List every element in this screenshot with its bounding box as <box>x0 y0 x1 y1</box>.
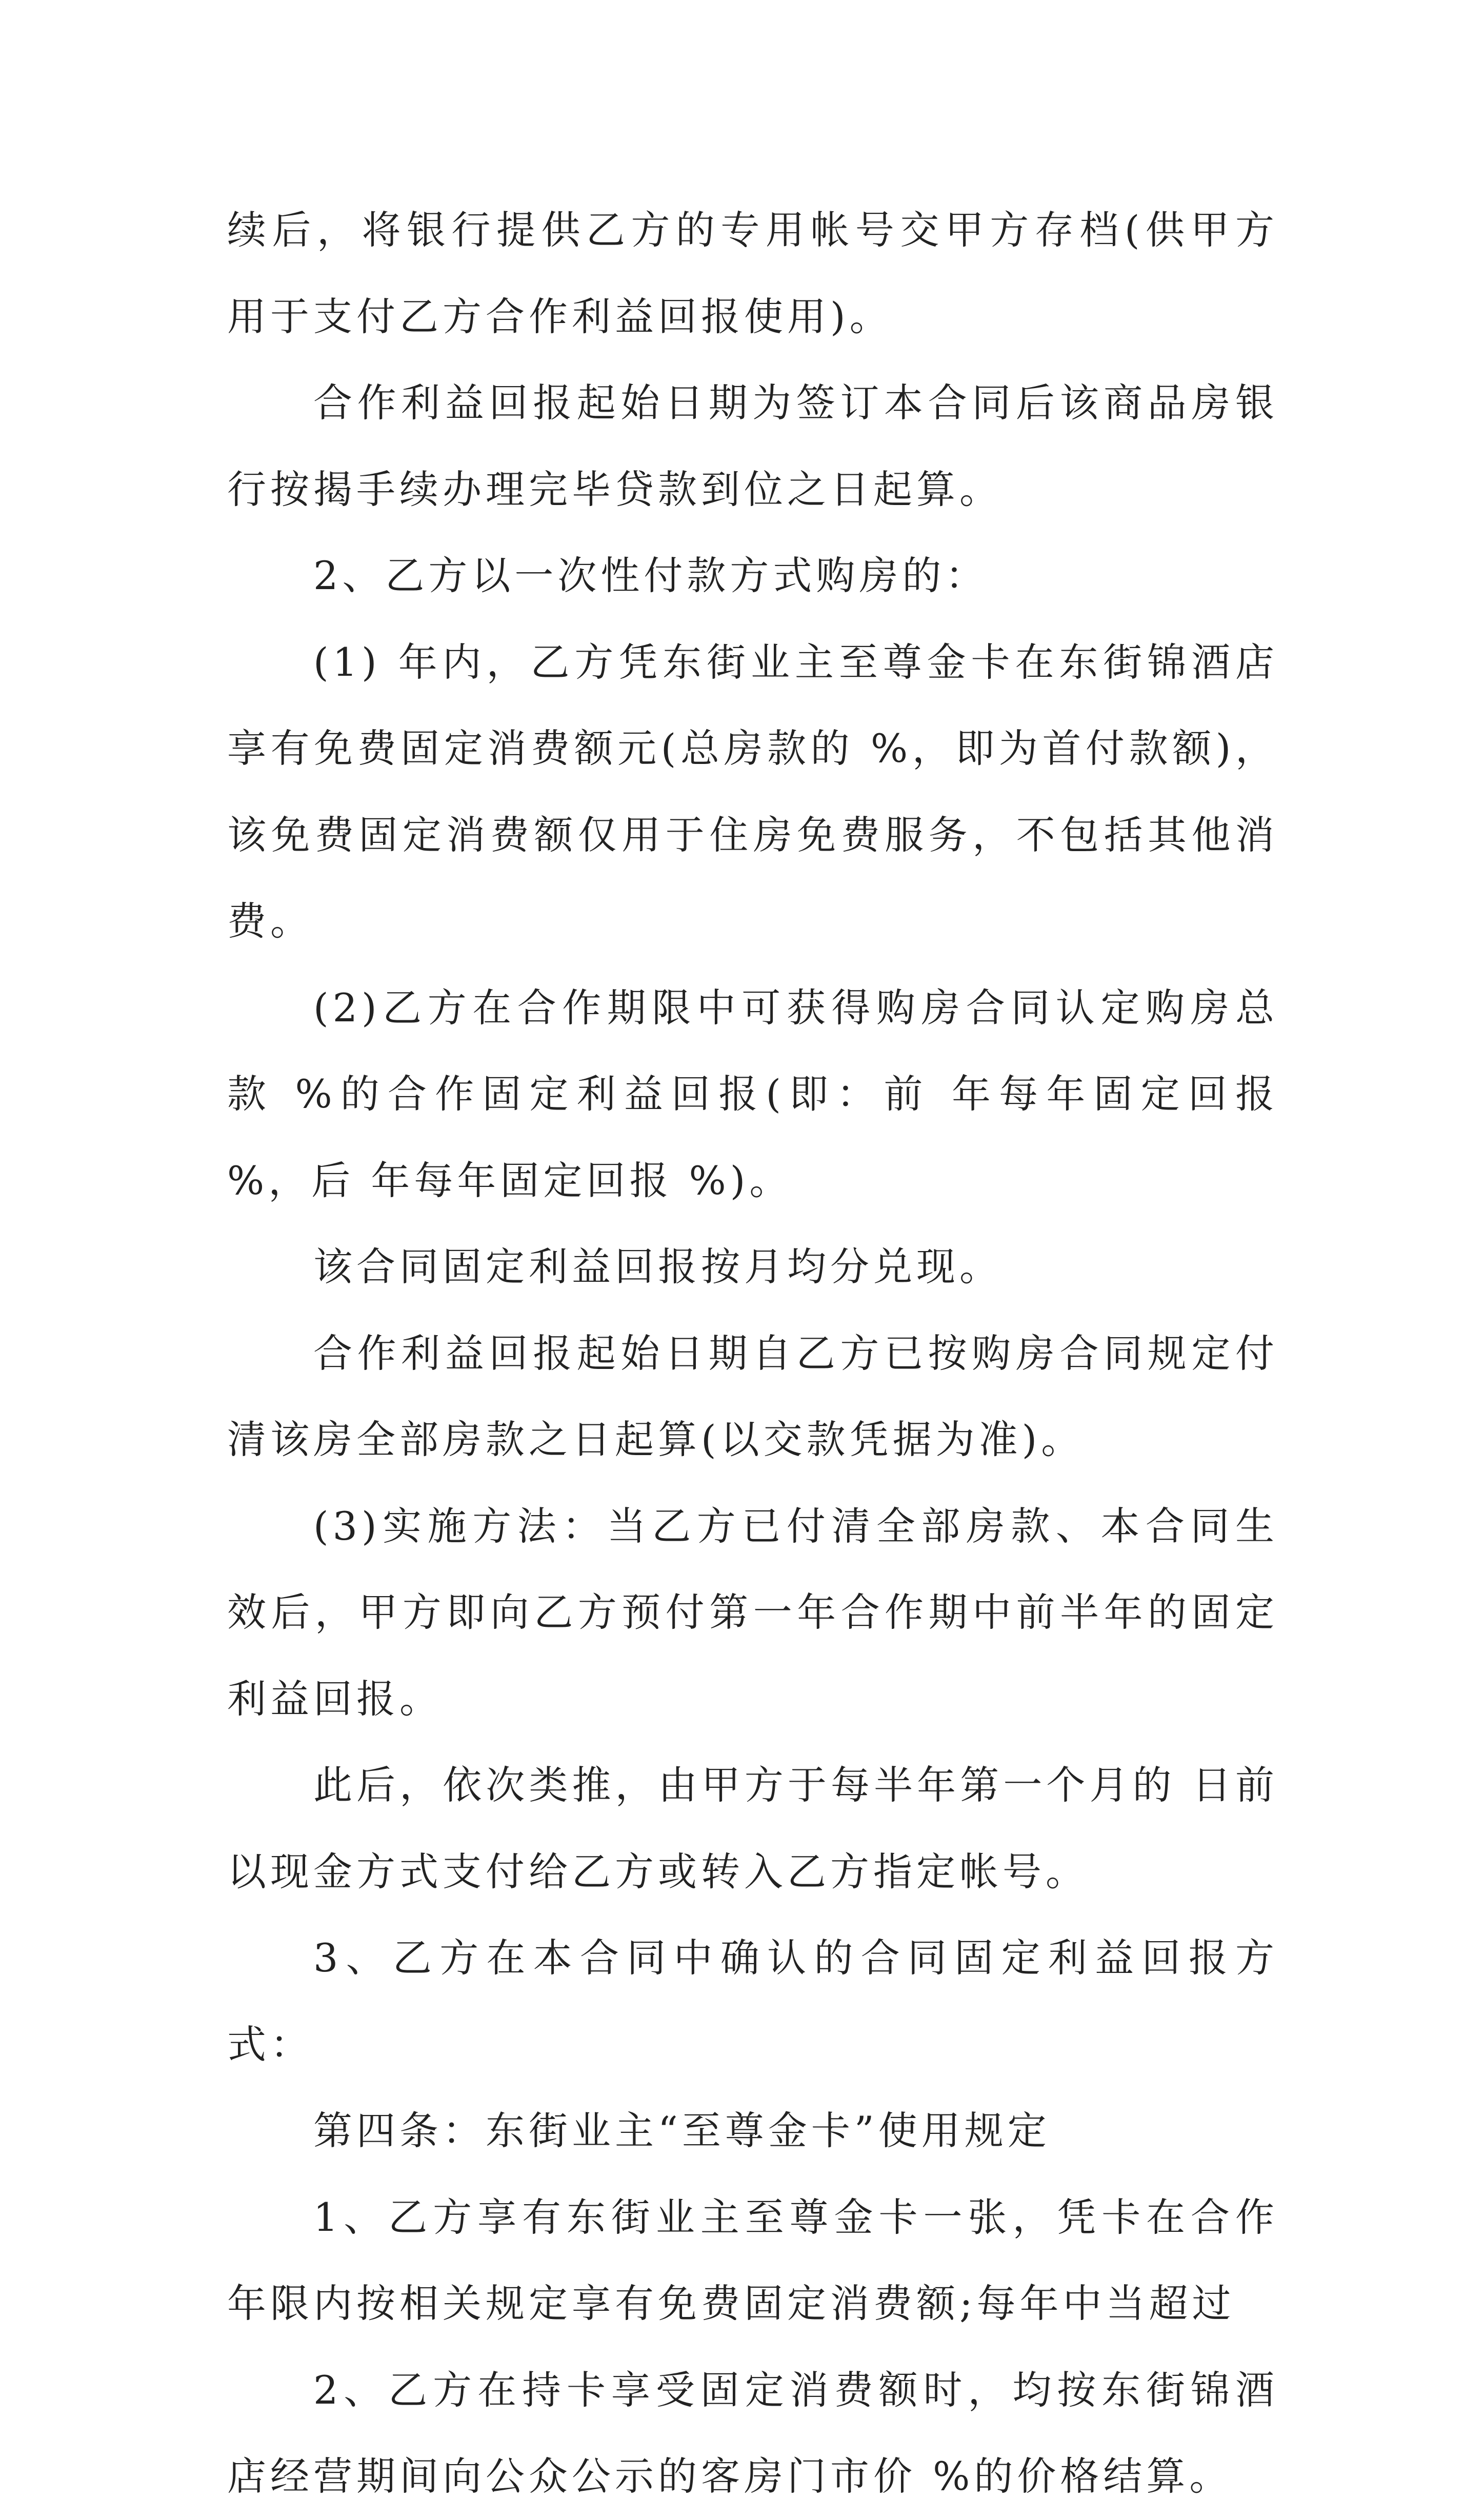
paragraph: 第四条：东街业主“至尊金卡”使用规定 <box>313 2108 1051 2153</box>
paragraph: 此后，依次类推，由甲方于每半年第一个月的 日前以现金方式支付给乙方或转入乙方指定帐号。 <box>227 1762 1278 1894</box>
paragraph: 2、乙方以一次性付款方式购房的： <box>313 553 989 598</box>
paragraph: (1) 年内，乙方凭东街业主至尊金卡在东街锦酒店享有免费固定消费额元(总房款的 %，即为首付款额)，该免费固定消费额仅用于住房免费服务，不包括其他消费。 <box>227 639 1278 944</box>
paragraph: (3)实施方法：当乙方已付清全部房款、本合同生效后，甲方即向乙方预付第一年合作期中前半年的固定利益回报。 <box>227 1503 1278 1722</box>
paragraph: 该合同固定利益回报按月均分兑现。 <box>313 1244 1002 1289</box>
paragraph: 2、乙方在持卡享受固定消费额时，均按东街锦酒店经营期间向公众公示的客房门市价 %的价格结算。 <box>227 2367 1278 2499</box>
paragraph: 合作利益回报起始日期为签订本合同后该商品房银行按揭手续办理完毕贷款到位之日起算。 <box>227 380 1278 512</box>
paragraph: 合作利益回报起始日期自乙方已按购房合同规定付清该房全部房款之日起算(以交款凭据为准)。 <box>227 1330 1278 1462</box>
paragraph: 3、乙方在本合同中确认的合同固定利益回报方式： <box>227 1935 1278 2067</box>
document-body <box>227 187 1278 2520</box>
paragraph: 1、乙方享有东街业主至尊金卡一张，凭卡在合作年限内按相关规定享有免费固定消费额;每年中当超过 <box>227 2194 1278 2326</box>
paragraph: 续后，将银行提供乙方的专用帐号交甲方存档(供甲方用于支付乙方合作利益回报使用)。 <box>227 207 1278 339</box>
paragraph: (2)乙方在合作期限中可获得购房合同认定购房总款 %的合作固定利益回报(即：前 年每年固定回报 %，后 年每年固定回报 %)。 <box>227 984 1278 1203</box>
